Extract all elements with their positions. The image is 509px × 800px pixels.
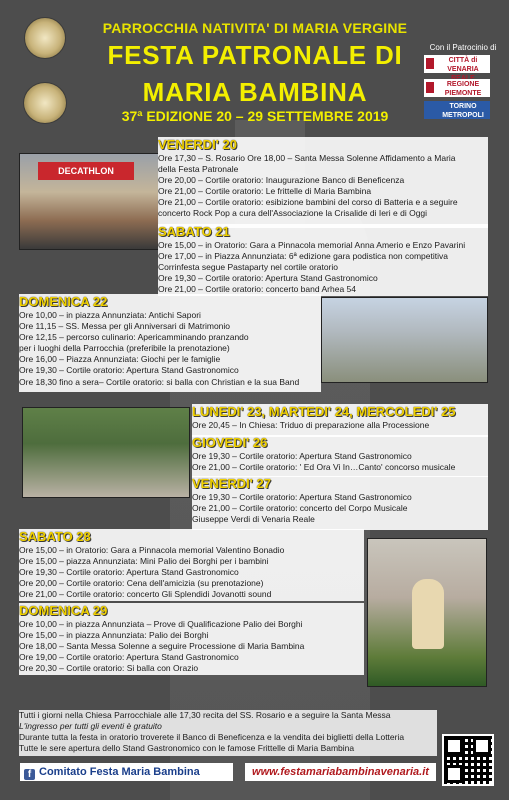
torino-logo-icon — [426, 104, 434, 115]
day-heading: VENERDI' 27 — [192, 476, 271, 491]
event-line: Ore 15,00 – in Oratorio: Gara a Pinnacola memorial Anna Amerio e Enzo Pavarini — [158, 240, 466, 250]
day-heading: SABATO 21 — [158, 224, 230, 239]
event-line: Ore 16,00 – Piazza Annunziata: Giochi per le famiglie — [19, 354, 221, 365]
event-line: Giuseppe Verdi di Venaria Reale — [192, 514, 315, 525]
day-heading: VENERDI' 20 — [158, 137, 237, 152]
piemonte-flag-icon — [426, 82, 434, 93]
event-line: Ore 19,30 – Cortile oratorio: Apertura Stand Gastronomico — [158, 273, 378, 284]
section-friday-20 — [158, 137, 488, 228]
note-line: Durante tutta la festa in oratorio troverete il Banco di Beneficenza e la vendita dei biglietti della Lotteria — [19, 732, 405, 743]
website-link[interactable]: www.festamariabambinavenaria.it — [245, 763, 436, 781]
section-sunday-29 — [19, 603, 364, 675]
event-line: Ore 21,00 – Cortile oratorio: ' Ed Ora Vi In…Canto' concorso musicale — [192, 462, 456, 473]
day-heading: GIOVEDI' 26 — [192, 435, 268, 450]
event-line: Ore 19,30 – Cortile oratorio: Apertura Stand Gastronomico — [19, 567, 239, 578]
facebook-link[interactable] — [20, 763, 233, 781]
event-line: Ore 21,00 – Cortile oratorio: concerto band Arhea 54 — [158, 284, 356, 295]
festival-title-line2: MARIA BAMBINA — [142, 77, 368, 107]
event-line: Ore 20,30 – Cortile oratorio: Si balla con Orazio — [19, 663, 199, 674]
facebook-icon: f — [24, 769, 35, 780]
section-sunday-22 — [19, 294, 321, 392]
event-line: Ore 21,00 – Cortile oratorio: concerto del Corpo Musicale — [192, 503, 408, 514]
event-line: Ore 15,00 – in piazza Annunziata: Palio dei Borghi — [19, 630, 209, 641]
event-line: per i luoghi della Parrocchia (preferibile la prenotazione) — [19, 343, 230, 354]
event-line: Ore 19,30 – Cortile oratorio: Apertura Stand Gastronomico — [192, 451, 412, 461]
parish-seal-icon — [24, 17, 66, 59]
event-line: Ore 19,30 – Cortile oratorio: Apertura Stand Gastronomico — [192, 492, 412, 502]
event-line: Ore 19,00 – Cortile oratorio: Apertura Stand Gastronomico — [19, 652, 239, 663]
event-line: Ore 20,00 – Cortile oratorio: Inaugurazione Banco di Beneficenza — [158, 175, 405, 186]
qr-finder — [473, 737, 491, 755]
day-heading: DOMENICA 29 — [19, 603, 108, 618]
patron-piemonte: REGIONE PIEMONTE — [424, 79, 490, 97]
qr-finder — [445, 737, 463, 755]
photo-race — [19, 153, 159, 250]
general-notes — [19, 710, 437, 756]
event-line: Ore 15,00 – piazza Annunziata: Mini Palio dei Borghi per i bambini — [19, 556, 269, 567]
race-banner: DECATHLON — [38, 162, 134, 180]
festival-title-line1: FESTA PATRONALE DI — [107, 40, 403, 70]
qr-finder — [445, 765, 463, 783]
event-line: Ore 18,00 – Santa Messa Solenne a seguire Processione di Maria Bambina — [19, 641, 305, 652]
event-line: Ore 19,30 – Cortile oratorio: Apertura Stand Gastronomico — [19, 365, 239, 376]
section-monday-23 — [192, 404, 488, 437]
event-line: Corrinfesta segue Pastaparty nel cortile oratorio — [158, 262, 339, 273]
photo-group — [321, 297, 488, 383]
photo-karts — [22, 407, 190, 498]
patronage-label: Con il Patrocinio di — [429, 43, 497, 52]
event-line: Ore 20,00 – Cortile oratorio: Cena dell'amicizia (su prenotazione) — [19, 578, 264, 589]
venaria-crest-icon — [426, 58, 434, 69]
statue-figure — [412, 579, 444, 649]
event-line: concerto Rock Pop a cura dell'Associazione la Crisalide di Ieri e di Oggi — [158, 208, 428, 219]
parish-name: PARROCCHIA NATIVITA' DI MARIA VERGINE — [102, 20, 408, 36]
event-line: Ore 10,00 – in piazza Annunziata – Prove di Qualificazione Palio dei Borghi — [19, 619, 303, 629]
qr-code-icon[interactable] — [442, 734, 494, 786]
event-line: Ore 17,00 – in Piazza Annunziata: 6ª edizione gara podistica non competitiva — [158, 251, 448, 262]
event-line: Ore 17,30 – S. Rosario Ore 18,00 – Santa Messa Solenne Affidamento a Maria — [158, 153, 456, 163]
patron-torino: TORINO METROPOLI — [424, 101, 490, 119]
event-line: Ore 21,00 – Cortile oratorio: concerto Gli Splendidi Jovanotti sound — [19, 589, 272, 600]
section-saturday-28 — [19, 529, 364, 601]
edition-dates: 37ª EDIZIONE 20 – 29 SETTEMBRE 2019 — [121, 108, 389, 124]
section-friday-27 — [192, 476, 488, 530]
note-line: Tutte le sere apertura dello Stand Gastronomico con le famose Frittelle di Maria Bambina — [19, 743, 355, 754]
day-heading: DOMENICA 22 — [19, 294, 108, 309]
note-line: Tutti i giorni nella Chiesa Parrocchiale alle 17,30 recita del SS. Rosario e a seguire la Santa Messa — [19, 710, 391, 720]
event-line: Ore 21,00 – Cortile oratorio: Le frittelle di Maria Bambina — [158, 186, 372, 197]
note-line: L'ingresso per tutti gli eventi è gratuito — [19, 721, 162, 732]
event-line: Ore 11,15 – SS. Messa per gli Anniversari di Matrimonio — [19, 321, 231, 332]
day-heading: LUNEDI' 23, MARTEDI' 24, MERCOLEDI' 25 — [192, 404, 456, 419]
facebook-label: Comitato Festa Maria Bambina — [39, 766, 200, 778]
section-thursday-26 — [192, 435, 488, 477]
header — [0, 0, 509, 132]
patron-venaria: CITTÀ di VENARIA — [424, 55, 490, 73]
day-heading: SABATO 28 — [19, 529, 91, 544]
event-line: Ore 10,00 – in piazza Annunziata: Antichi Sapori — [19, 310, 201, 320]
photo-madonna-statue — [367, 538, 487, 687]
event-line: Ore 20,45 – In Chiesa: Triduo di preparazione alla Processione — [192, 420, 430, 430]
event-line: della Festa Patronale — [158, 164, 239, 175]
event-line: Ore 12,15 – percorso culinario: Apericamminando pranzando — [19, 332, 249, 343]
committee-seal-icon — [23, 82, 67, 124]
event-line: Ore 15,00 – in Oratorio: Gara a Pinnacola memorial Valentino Bonadio — [19, 545, 285, 555]
event-line: Ore 18,30 fino a sera– Cortile oratorio: si balla con Christian e la sua Band — [19, 376, 300, 387]
event-line: Ore 21,00 – Cortile oratorio: esibizione bambini del corso di Batteria e a seguire — [158, 197, 458, 208]
section-saturday-21 — [158, 224, 488, 296]
